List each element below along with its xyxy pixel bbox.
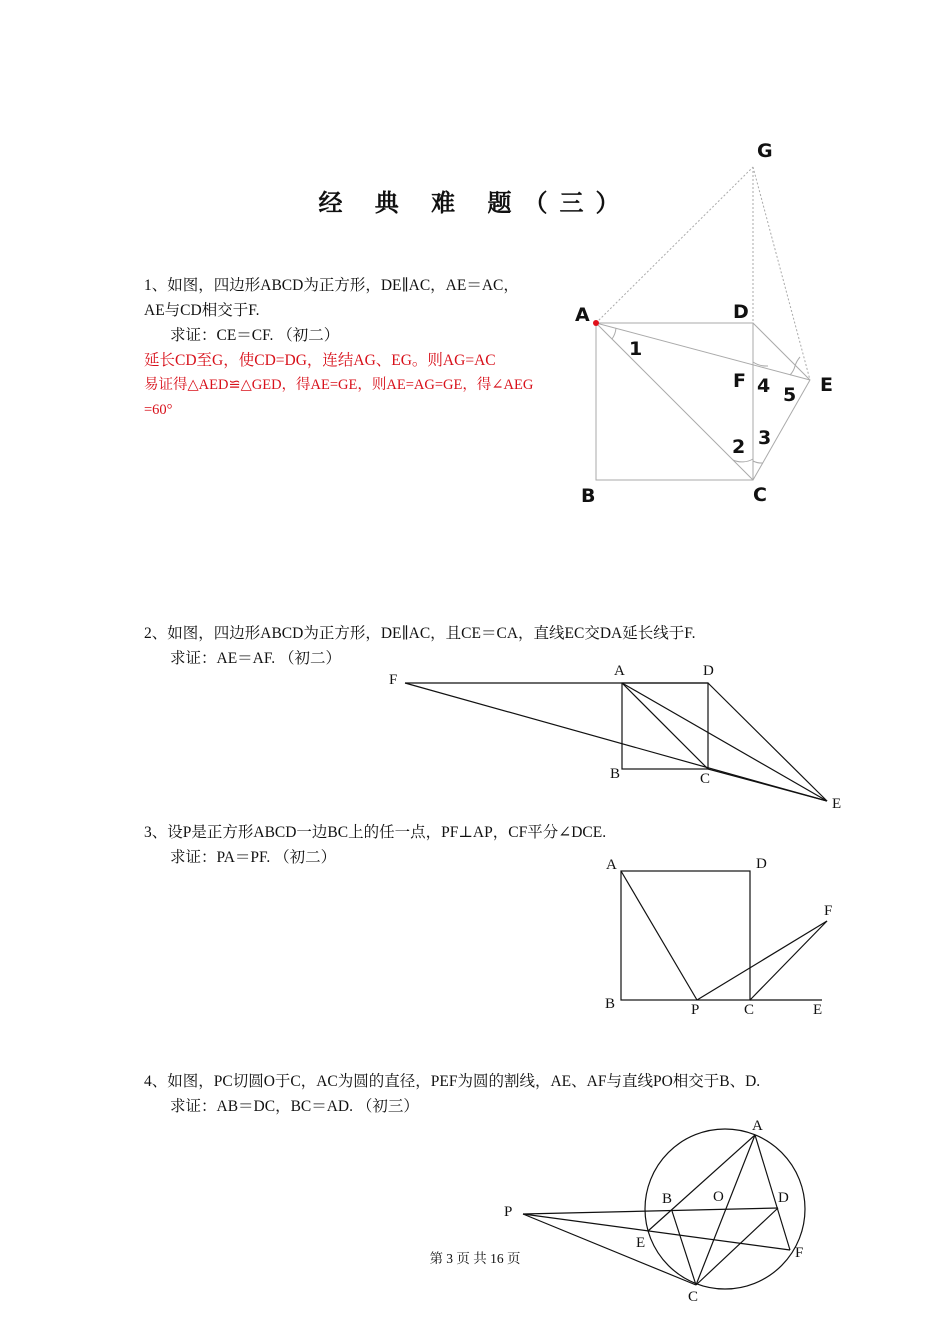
label-angle-1: 1: [629, 338, 643, 360]
label-D: D: [733, 301, 749, 323]
line-AG: [596, 167, 753, 323]
label-P: P: [691, 1002, 700, 1018]
line-DE: [708, 683, 827, 801]
label-angle-5: 5: [783, 384, 797, 406]
problem-1-prove: 求证：CE＝CF. （初二）: [170, 327, 340, 344]
label-B: B: [605, 996, 616, 1012]
line-PF: [523, 1214, 790, 1250]
problem-2-prove: 求证：AE＝AF. （初二）: [170, 650, 341, 667]
label-E: E: [832, 796, 842, 812]
label-angle-3: 3: [758, 427, 772, 449]
label-D: D: [778, 1190, 789, 1206]
label-B: B: [662, 1191, 673, 1207]
problem-1-solution-3: =60°: [144, 402, 173, 418]
label-A: A: [752, 1118, 763, 1134]
problem-3-prove: 求证：PA＝PF. （初二）: [170, 849, 337, 866]
problem-3-line-1: 3、设P是正方形ABCD一边BC上的任一点，PF⊥AP，CF平分∠DCE.: [144, 824, 607, 841]
line-GE: [753, 167, 810, 380]
point-A-marker: [593, 320, 599, 326]
label-B: B: [610, 766, 621, 782]
line-DE: [753, 323, 810, 380]
problem-4-prove: 求证：AB＝DC，BC＝AD. （初三）: [170, 1098, 419, 1115]
problem-2-line-1: 2、如图，四边形ABCD为正方形，DE∥AC，且CE＝CA，直线EC交DA延长线于F.: [144, 625, 696, 642]
figure-3: [605, 856, 832, 1018]
problem-1-line-2: AE与CD相交于F.: [144, 302, 260, 319]
label-C: C: [700, 771, 711, 787]
line-CE: [708, 769, 827, 801]
line-AC: [596, 323, 753, 480]
angle-5-arc-outer: [795, 357, 800, 366]
label-F: F: [733, 370, 746, 392]
label-D: D: [703, 663, 714, 679]
page-footer: 第 3 页 共 16 页: [429, 1251, 521, 1266]
problem-1-solution-1: 延长CD至G，使CD=DG，连结AG、EG。则AG=AC: [144, 352, 496, 369]
problem-4-line-1: 4、如图，PC切圆O于C，AC为圆的直径，PEF为圆的割线，AE、AF与直线PO相交于B、D.: [144, 1073, 761, 1090]
line-AE: [648, 1135, 755, 1231]
angle-2-arc: [733, 459, 753, 462]
label-A: A: [606, 857, 617, 873]
line-FE: [405, 683, 827, 801]
label-C: C: [744, 1002, 755, 1018]
line-PD: [523, 1208, 778, 1214]
label-O: O: [713, 1189, 724, 1205]
label-E: E: [636, 1235, 646, 1251]
line-AE: [622, 683, 827, 801]
problem-1-solution-2: 易证得△AED≌△GED，得AE=GE，则AE=AG=GE，得∠AEG: [144, 377, 534, 393]
figure-2: [389, 663, 841, 812]
label-P: P: [504, 1204, 513, 1220]
label-G: G: [757, 140, 773, 162]
page-title: 经 典 难 题（三）: [318, 189, 632, 217]
angle-1-arc: [612, 328, 616, 339]
label-D: D: [756, 856, 767, 872]
angle-3-arc: [753, 461, 763, 463]
figure-4: [504, 1118, 805, 1305]
label-angle-2: 2: [732, 436, 746, 458]
label-F: F: [795, 1245, 804, 1261]
angle-5-arc: [790, 366, 795, 375]
label-C: C: [753, 484, 767, 506]
label-A: A: [614, 663, 625, 679]
label-angle-4: 4: [757, 375, 771, 397]
label-F: F: [389, 672, 398, 688]
label-B: B: [581, 485, 596, 507]
label-E: E: [820, 374, 833, 396]
label-C: C: [688, 1289, 699, 1305]
label-A: A: [575, 304, 590, 326]
problem-1-line-1: 1、如图，四边形ABCD为正方形，DE∥AC，AE＝AC，: [144, 277, 519, 294]
line-AP: [621, 871, 697, 1000]
label-E: E: [813, 1002, 823, 1018]
figure-1: [575, 140, 833, 507]
label-F: F: [824, 903, 833, 919]
